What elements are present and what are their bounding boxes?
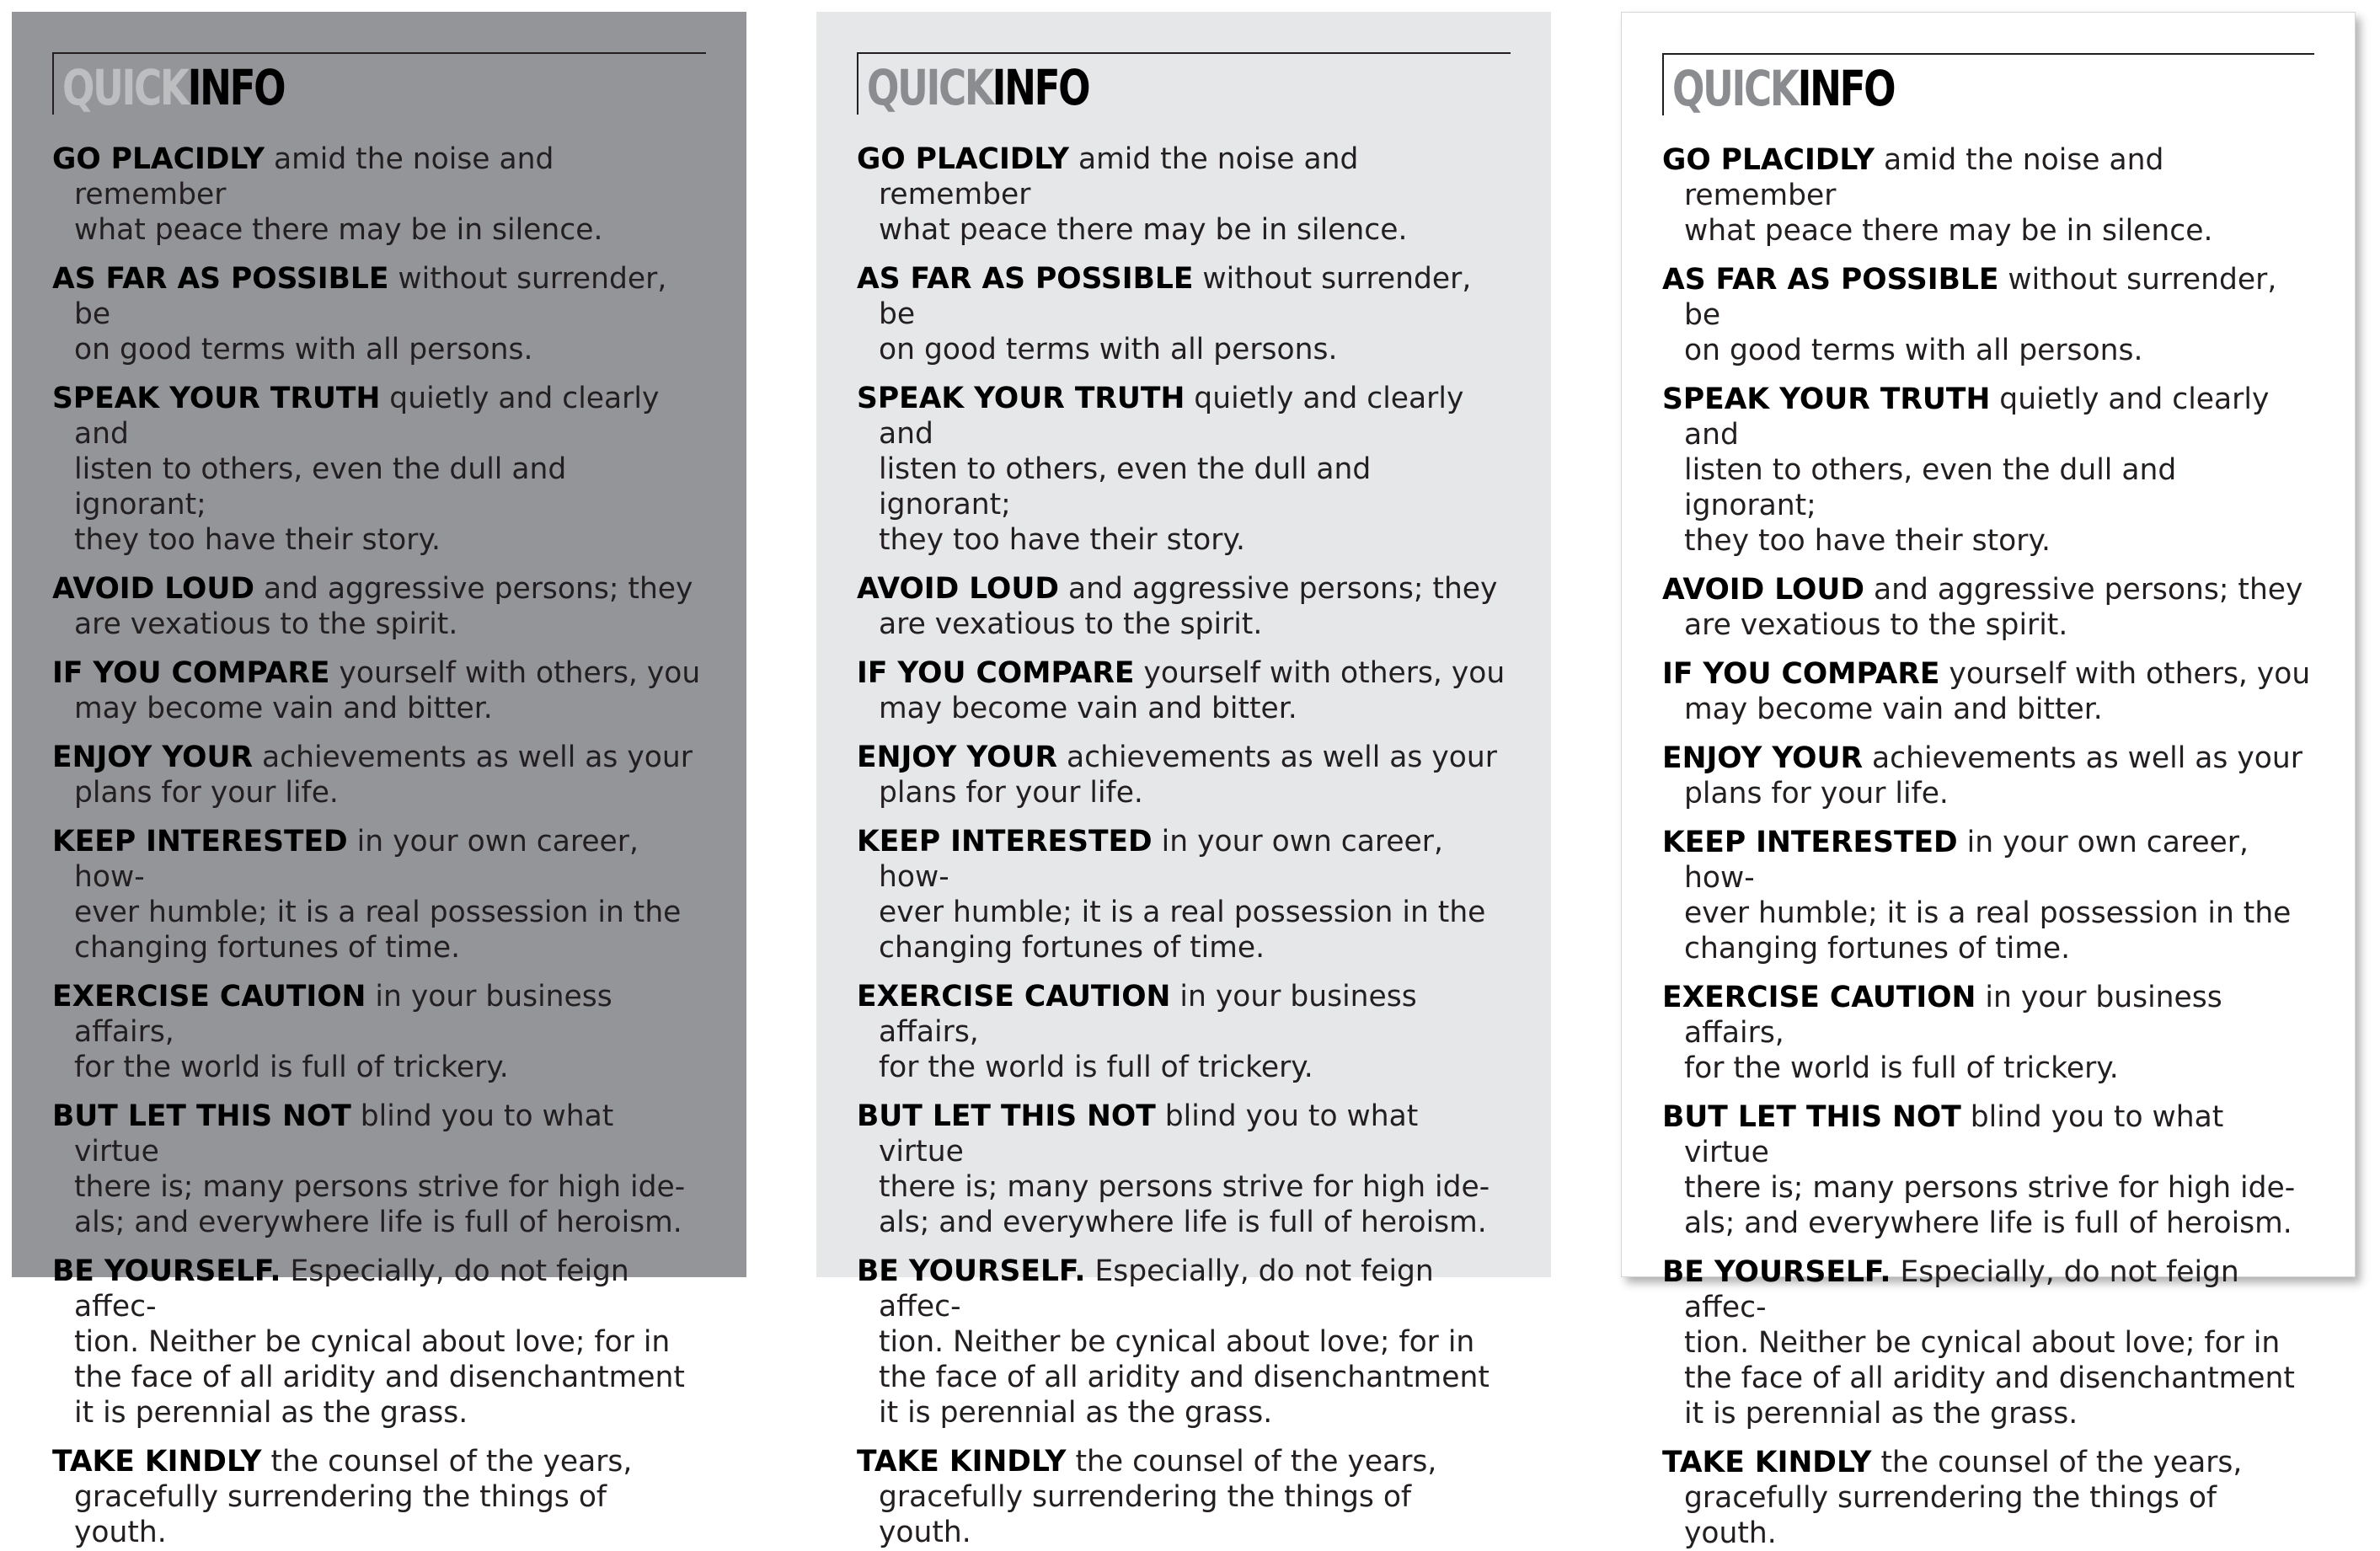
item-lead: EXERCISE CAUTION (52, 980, 366, 1013)
item-lead: BE YOURSELF. (52, 1254, 281, 1288)
item-text: blind you to what virtue there is; many persons strive for high ide- als; and everywhere life is full of heroism. (879, 1099, 1490, 1239)
item-lead: BE YOURSELF. (857, 1254, 1086, 1288)
list-item (52, 571, 706, 642)
item-lead: KEEP INTERESTED (52, 825, 348, 858)
item-text: yourself with others, you may become vain and bitter. (74, 656, 701, 725)
list-item (1662, 980, 2314, 1086)
list-item (1662, 1254, 2314, 1431)
item-text: Especially, do not feign affec- tion. Neither be cynical about love; for in the face of all aridity and disenchantment it is perennial as the grass. (879, 1254, 1490, 1430)
item-text: in your own career, how- ever humble; it is a real possession in the changing fortunes of time. (879, 825, 1486, 965)
item-text: and aggressive persons; they are vexatious to the spirit. (74, 572, 693, 641)
quickinfo-header (857, 52, 1511, 115)
quickinfo-panel-dark (12, 12, 746, 1549)
quickinfo-panel-light (816, 12, 1551, 1549)
item-text: without surrender, be on good terms with all persons. (74, 262, 667, 366)
list-item (857, 261, 1511, 367)
item-lead: EXERCISE CAUTION (1662, 981, 1976, 1014)
list-item (857, 1099, 1511, 1240)
list-item (52, 655, 706, 726)
item-lead: SPEAK YOUR TRUTH (857, 382, 1185, 415)
item-lead: ENJOY YOUR (1662, 741, 1864, 775)
item-lead: TAKE KINDLY (52, 1445, 262, 1479)
list-item (857, 979, 1511, 1085)
item-text: the counsel of the years, gracefully surrendering the things of youth. (879, 1445, 1437, 1549)
item-lead: KEEP INTERESTED (1662, 826, 1958, 859)
list-item (857, 142, 1511, 248)
item-text: yourself with others, you may become vain and bitter. (1684, 657, 2311, 726)
title-quick: QUICK (62, 59, 188, 116)
list-item (1662, 1099, 2314, 1241)
item-text: without surrender, be on good terms with all persons. (879, 262, 1472, 366)
list-item (857, 1444, 1511, 1550)
item-lead: BE YOURSELF. (1662, 1255, 1891, 1289)
item-text: amid the noise and remember what peace there may be in silence. (879, 142, 1408, 247)
item-lead: AVOID LOUD (857, 572, 1060, 606)
item-lead: IF YOU COMPARE (52, 656, 330, 690)
item-lead: AVOID LOUD (1662, 573, 1865, 607)
item-lead: GO PLACIDLY (1662, 143, 1875, 177)
list-item (857, 740, 1511, 810)
quickinfo-header (1662, 53, 2314, 115)
item-text: achievements as well as your plans for your life. (1684, 741, 2302, 810)
title-quick: QUICK (1672, 60, 1798, 117)
item-lead: IF YOU COMPARE (1662, 657, 1940, 691)
item-lead: KEEP INTERESTED (857, 825, 1153, 858)
list-item (1662, 262, 2314, 368)
list-item (52, 824, 706, 965)
item-text: and aggressive persons; they are vexatious to the spirit. (879, 572, 1498, 641)
list-item (52, 142, 706, 248)
title-info: INFO (187, 59, 285, 116)
list-item (857, 571, 1511, 642)
item-lead: BUT LET THIS NOT (52, 1099, 351, 1133)
item-text: blind you to what virtue there is; many persons strive for high ide- als; and everywhere life is full of heroism. (1684, 1100, 2296, 1240)
list-item (1662, 1445, 2314, 1551)
list-item (1662, 825, 2314, 966)
item-text: in your business affairs, for the world is full of trickery. (1684, 981, 2222, 1085)
item-text: blind you to what virtue there is; many persons strive for high ide- als; and everywhere life is full of heroism. (74, 1099, 686, 1239)
quickinfo-title (62, 57, 284, 118)
item-lead: ENJOY YOUR (857, 741, 1058, 774)
item-text: achievements as well as your plans for your life. (879, 741, 1497, 810)
list-item (52, 1444, 706, 1550)
list-item (1662, 382, 2314, 559)
item-lead: GO PLACIDLY (52, 142, 265, 176)
item-text: quietly and clearly and listen to others, even the dull and ignorant; they too have their story. (74, 382, 660, 557)
quickinfo-title (867, 57, 1088, 118)
title-info: INFO (1797, 60, 1895, 117)
item-text: the counsel of the years, gracefully surrendering the things of youth. (74, 1445, 633, 1549)
list-item (857, 824, 1511, 965)
item-text: Especially, do not feign affec- tion. Neither be cynical about love; for in the face of all aridity and disenchantment it is perennial as the grass. (74, 1254, 685, 1430)
list-item (857, 381, 1511, 558)
list-item (52, 979, 706, 1085)
item-text: amid the noise and remember what peace there may be in silence. (74, 142, 603, 247)
list-item (52, 1254, 706, 1431)
item-text: without surrender, be on good terms with all persons. (1684, 263, 2277, 367)
item-lead: BUT LET THIS NOT (1662, 1100, 1961, 1134)
item-text: Especially, do not feign affec- tion. Neither be cynical about love; for in the face of all aridity and disenchantment it is perennial as the grass. (1684, 1255, 2295, 1431)
item-lead: EXERCISE CAUTION (857, 980, 1171, 1013)
item-text: in your own career, how- ever humble; it is a real possession in the changing fortunes of time. (1684, 826, 2292, 965)
item-text: in your own career, how- ever humble; it is a real possession in the changing fortunes of time. (74, 825, 682, 965)
list-item (52, 1099, 706, 1240)
item-text: achievements as well as your plans for your life. (74, 741, 693, 810)
item-lead: GO PLACIDLY (857, 142, 1070, 176)
item-lead: ENJOY YOUR (52, 741, 254, 774)
list-item (1662, 741, 2314, 811)
item-lead: AVOID LOUD (52, 572, 255, 606)
list-item (1662, 142, 2314, 249)
item-lead: TAKE KINDLY (857, 1445, 1067, 1479)
list-item (52, 740, 706, 810)
item-text: in your business affairs, for the world is full of trickery. (74, 980, 612, 1084)
item-text: quietly and clearly and listen to others, even the dull and ignorant; they too have their story. (879, 382, 1464, 557)
item-lead: AS FAR AS POSSIBLE (857, 262, 1194, 296)
item-text: in your business affairs, for the world is full of trickery. (879, 980, 1417, 1084)
item-lead: SPEAK YOUR TRUTH (52, 382, 381, 415)
item-text: and aggressive persons; they are vexatious to the spirit. (1684, 573, 2303, 642)
list-item (52, 381, 706, 558)
item-lead: AS FAR AS POSSIBLE (52, 262, 389, 296)
list-item (857, 655, 1511, 726)
list-item (857, 1254, 1511, 1431)
list-item (52, 261, 706, 367)
quickinfo-title (1672, 58, 1894, 119)
quickinfo-panel-white (1621, 12, 2356, 1550)
list-item (1662, 572, 2314, 643)
item-lead: TAKE KINDLY (1662, 1446, 1872, 1479)
item-lead: BUT LET THIS NOT (857, 1099, 1156, 1133)
title-info: INFO (992, 59, 1089, 116)
item-lead: SPEAK YOUR TRUTH (1662, 382, 1991, 416)
item-lead: AS FAR AS POSSIBLE (1662, 263, 1999, 297)
list-item (1662, 656, 2314, 727)
title-quick: QUICK (867, 59, 992, 116)
item-text: amid the noise and remember what peace there may be in silence. (1684, 143, 2213, 248)
quickinfo-header (52, 52, 706, 115)
item-text: yourself with others, you may become vain and bitter. (879, 656, 1506, 725)
item-lead: IF YOU COMPARE (857, 656, 1135, 690)
item-text: the counsel of the years, gracefully surrendering the things of youth. (1684, 1446, 2243, 1550)
item-text: quietly and clearly and listen to others, even the dull and ignorant; they too have their story. (1684, 382, 2270, 558)
